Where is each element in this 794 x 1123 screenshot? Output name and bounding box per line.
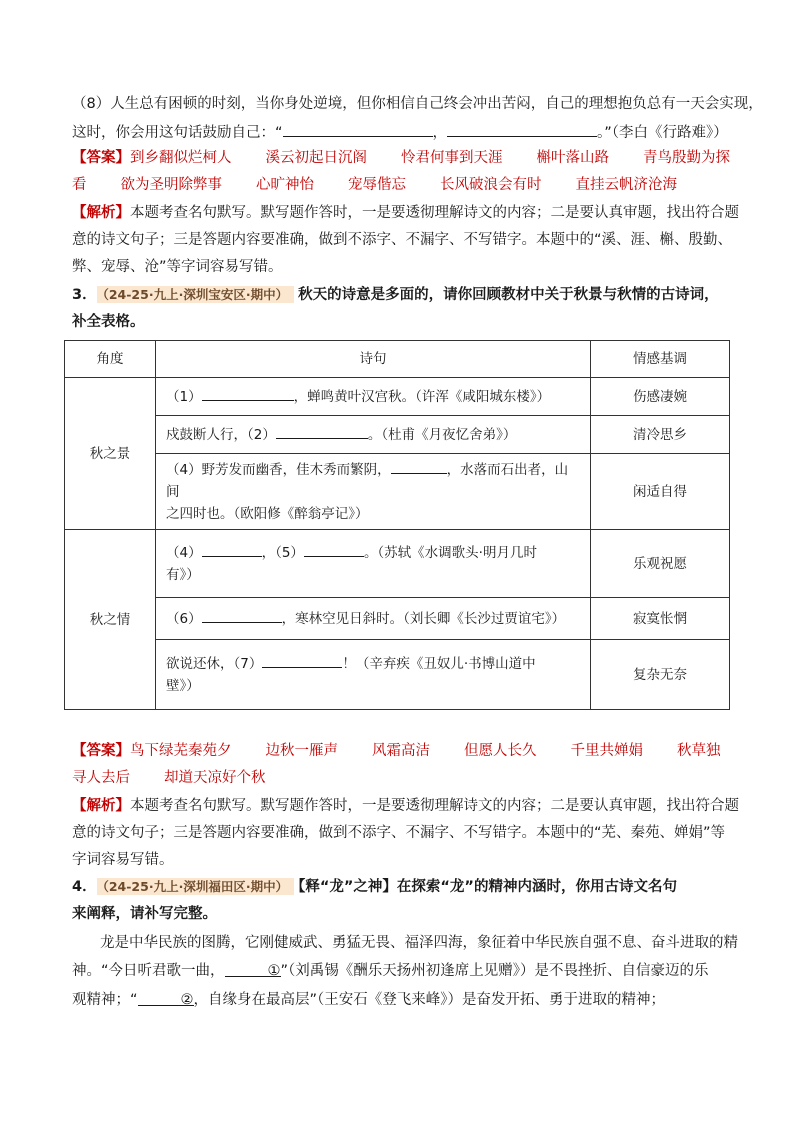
- answer-item: 秋草独: [677, 743, 721, 759]
- answer-item: 长风破浪会有时: [440, 177, 542, 193]
- answer-item: 寻人去后: [72, 770, 130, 786]
- q4-text: ，自缘身在最高层”（王安石《登飞来峰》）是奋发开拓、勇于进取的精神；: [193, 992, 666, 1008]
- fill-blank[interactable]: [202, 542, 262, 557]
- poem-text: ，蝉鸣黄叶汉宫秋。（许浑《咸阳城东楼》）: [293, 388, 551, 405]
- source-badge: （24-25·九上·深圳福田区·期中）: [97, 878, 294, 895]
- explanation-2-line-3: 弊、宠辱、沧”等字词容易写错。: [72, 259, 283, 275]
- q8-line-1: （8）人生总有困顿的时刻，当你身处逆境，但你相信自己终会冲出苦闷，自己的理想抱负总有一天会实现，: [72, 96, 763, 112]
- question-4-line-2: 来阐释，请补写完整。: [72, 906, 217, 922]
- blank-marker: ②: [180, 992, 194, 1008]
- answer-2-line-2: [72, 175, 677, 195]
- answer-item: 到乡翻似烂柯人: [130, 150, 232, 166]
- poem-table: [64, 340, 730, 710]
- fill-blank[interactable]: [304, 542, 364, 557]
- poem-text: （4）: [166, 544, 202, 561]
- poem-text: ，（5）: [261, 544, 304, 561]
- table-row: [65, 454, 730, 530]
- q8-text-b: ，: [432, 125, 448, 141]
- q4-text: 观精神；“: [72, 992, 138, 1008]
- poem-text: 之四时也。（欧阳修《醉翁亭记》）: [166, 505, 369, 522]
- explanation-text: 本题考查名句默写。默写题作答时，一是要透彻理解诗文的内容；二是要认真审题，找出符合题: [130, 205, 739, 221]
- poem-cell: [156, 598, 591, 640]
- answer-item: 鸟下绿芜秦苑夕: [130, 743, 232, 759]
- question-text: 【释“龙”之神】在探索“龙”的精神内涵时，你用古诗文名句: [298, 879, 677, 895]
- mood-cell: 复杂无奈: [591, 640, 730, 710]
- poem-text: 壁》）: [166, 677, 200, 694]
- q8-text-c: 。”（李白《行路难》）: [597, 125, 728, 141]
- answer-item: 怜君何事到天涯: [401, 150, 503, 166]
- answer-item: 槲叶落山路: [536, 150, 609, 166]
- poem-cell: [156, 378, 591, 416]
- fill-blank[interactable]: [262, 653, 342, 668]
- answer-tag: 【答案】: [72, 150, 130, 166]
- q4-text: ”（刘禹锡《酬乐天扬州初逢席上见赠》）是不畏挫折、自信豪迈的乐: [280, 963, 709, 979]
- answer-item: 却道天凉好个秋: [164, 770, 266, 786]
- mood-cell: 伤感凄婉: [591, 378, 730, 416]
- q4-text: 神。“今日听君歌一曲，: [72, 963, 225, 979]
- q4-paragraph-line-2: [72, 961, 709, 981]
- table-row: [65, 640, 730, 710]
- group-autumn-scene: 秋之景: [65, 378, 156, 530]
- mood-cell: 清冷思乡: [591, 416, 730, 454]
- answer-3-line-2: [72, 768, 266, 788]
- blank-marker: ①: [267, 963, 281, 979]
- q8-blank-2[interactable]: [447, 121, 597, 137]
- answer-item: 但愿人长久: [464, 743, 537, 759]
- table-row: [65, 598, 730, 640]
- explanation-text: 本题考查名句默写。默写题作答时，一是要透彻理解诗文的内容；二是要认真审题，找出符合题: [130, 798, 739, 814]
- answer-item: 看: [72, 177, 87, 193]
- explanation-2-line-2: 意的诗文句子；三是答题内容要准确，做到不添字、不漏字、不写错字。本题中的“溪、涯、槲、殷勤、: [72, 232, 733, 248]
- table-header-row: [65, 341, 730, 378]
- poem-cell: [156, 530, 591, 598]
- poem-cell: [156, 454, 591, 530]
- poem-text: 戍鼓断人行，（2）: [166, 426, 276, 443]
- fill-blank[interactable]: [276, 424, 368, 439]
- poem-text: （6）: [166, 610, 202, 627]
- poem-text: （4）野芳发而幽香，佳木秀而繁阴，: [166, 461, 391, 478]
- answer-item: 风霜高洁: [372, 743, 430, 759]
- explanation-tag: 【解析】: [72, 205, 130, 221]
- fill-blank[interactable]: [202, 386, 294, 401]
- q4-paragraph-line-1: 龙是中华民族的图腾，它刚健威武、勇猛无畏、福泽四海，象征着中华民族自强不息、奋斗进取的精: [100, 935, 738, 951]
- question-4-line-1: [72, 877, 677, 897]
- poem-text: （1）: [166, 388, 202, 405]
- poem-cell: [156, 640, 591, 710]
- answer-tag: 【答案】: [72, 743, 130, 759]
- explanation-2-line-1: [72, 203, 739, 223]
- poem-cell: [156, 416, 591, 454]
- answer-item: 直挂云帆济沧海: [575, 177, 677, 193]
- mood-cell: 闲适自得: [591, 454, 730, 530]
- source-badge: （24-25·九上·深圳宝安区·期中）: [97, 286, 294, 303]
- answer-3-line-1: [72, 741, 721, 761]
- poem-text: 有》）: [166, 566, 200, 583]
- header-poem: 诗句: [156, 341, 591, 378]
- answer-2-line-1: [72, 148, 730, 168]
- poem-text: 欲说还休，（7）: [166, 655, 263, 672]
- answer-item: 欲为圣明除弊事: [120, 177, 222, 193]
- explanation-tag: 【解析】: [72, 798, 130, 814]
- answer-item: 溪云初起日沉阁: [265, 150, 367, 166]
- poem-text: ！（辛弃疾《丑奴儿·书博山道中: [342, 655, 536, 672]
- explanation-3-line-1: [72, 796, 739, 816]
- answer-item: 边秋一雁声: [265, 743, 338, 759]
- mood-cell: 乐观祝愿: [591, 530, 730, 598]
- question-number: 3．: [72, 287, 97, 303]
- header-mood: 情感基调: [591, 341, 730, 378]
- answer-item: 千里共婵娟: [570, 743, 643, 759]
- question-number: 4．: [72, 879, 97, 895]
- explanation-3-line-3: 字词容易写错。: [72, 852, 174, 868]
- table-row: [65, 378, 730, 416]
- poem-text: ，水落而石出者，山间: [166, 461, 569, 500]
- q8-blank-1[interactable]: [283, 121, 433, 137]
- answer-item: 心旷神怡: [256, 177, 314, 193]
- fill-blank[interactable]: [202, 608, 282, 623]
- header-angle: 角度: [65, 341, 156, 378]
- fill-blank-2[interactable]: [138, 990, 194, 1006]
- poem-text: 。（苏轼《水调歌头·明月几时: [363, 544, 537, 561]
- q8-text-a: 这时，你会用这句话鼓励自己：“: [72, 125, 283, 141]
- poem-text: 。（杜甫《月夜忆舍弟》）: [367, 426, 517, 443]
- table-row: [65, 416, 730, 454]
- question-text: 秋天的诗意是多面的，请你回顾教材中关于秋景与秋情的古诗词，: [298, 287, 719, 303]
- mood-cell: 寂寞怅惘: [591, 598, 730, 640]
- explanation-3-line-2: 意的诗文句子；三是答题内容要准确，做到不添字、不漏字、不写错字。本题中的“芜、秦苑、婵娟”等: [72, 825, 726, 841]
- fill-blank[interactable]: [391, 459, 447, 474]
- answer-item: 青鸟殷勤为探: [643, 150, 730, 166]
- q8-line-2: [72, 121, 728, 143]
- question-3-line-1: [72, 285, 719, 305]
- question-3-line-2: 补全表格。: [72, 314, 145, 330]
- answer-item: 宠辱偕忘: [348, 177, 406, 193]
- poem-text: ，寒林空见日斜时。（刘长卿《长沙过贾谊宅》）: [281, 610, 566, 627]
- table-row: [65, 530, 730, 598]
- fill-blank-1[interactable]: [225, 961, 281, 977]
- q4-paragraph-line-3: [72, 990, 665, 1010]
- group-autumn-feeling: 秋之情: [65, 530, 156, 710]
